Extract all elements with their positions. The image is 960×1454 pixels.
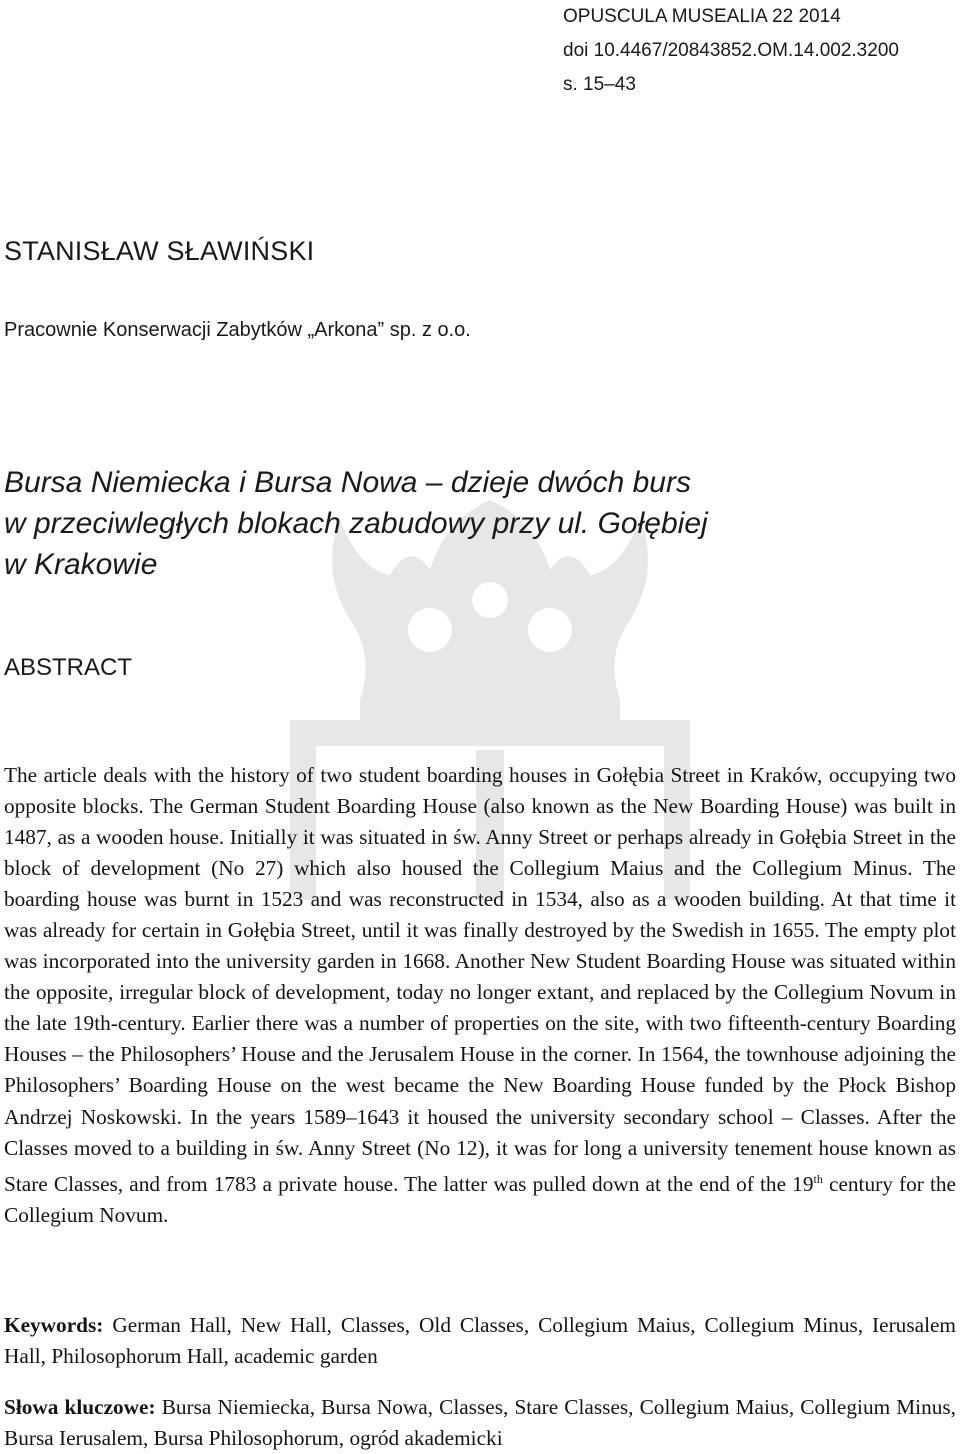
author-name: STANISŁAW SŁAWIŃSKI	[4, 236, 315, 266]
title-line-2: w przeciwległych blokach zabudowy przy ul. Gołębiej	[4, 507, 708, 540]
keywords-label: Keywords:	[4, 1313, 104, 1337]
keywords	[4, 1310, 956, 1372]
superscript-th: th	[813, 1171, 823, 1186]
slowa-kluczowe-label: Słowa kluczowe:	[4, 1395, 156, 1419]
abstract-text-end: century for the Collegium Novum.	[4, 1171, 957, 1227]
journal-title: OPUSCULA MUSEALIA 22 2014	[563, 6, 841, 27]
abstract-text: The article deals with the history of two student boarding houses in Gołębia Street in Kraków, occupying two opposite blocks. The German Student Boarding House (also known as the New Boarding House) was built in 1487, as a wooden house. Initially it was situated in św. Anny Street or perhaps already in Gołębia Street in the block of development (No 27) which also housed the Collegium Maius and the Collegium Minus. The boarding house was burnt in 1523 and was reconstructed in 1534, also as a wooden building. At that time it was already for certain in Gołębia Street, until it was finally destroyed by the Swedish in 1655. The empty plot was incorporated into the university garden in 1668. Another New Student Boarding House was situated within the opposite, irregular block of development, today no longer extant, and replaced by the Collegium Novum in the late 19th-century. Earlier there was a number of properties on the site, with two fifteenth-century Boarding Houses – the Philosophers’ House and the Jerusalem House in the corner. In 1564, the townhouse adjoining the Philosophers’ Boarding House on the west became the New Boarding House funded by the Płock Bishop Andrzej Noskowski. In the years 1589–1643 it housed the university secondary school – Classes. After the Classes moved to a building in św. Anny Street (No 12), it was for long a university tenement house known as Stare Classes, and from 1783 a private house. The latter was pulled down at the end of the 19	[4, 763, 956, 1196]
doi-line: doi 10.4467/20843852.OM.14.002.3200	[563, 40, 899, 61]
abstract-heading: ABSTRACT	[4, 654, 133, 681]
slowa-kluczowe-text: Bursa Niemiecka, Bursa Nowa, Classes, Stare Classes, Collegium Maius, Collegium Minus, Bursa Ierusalem, Bursa Philosophorum, ogród akademicki	[4, 1395, 956, 1450]
author-affiliation: Pracownie Konserwacji Zabytków „Arkona” sp. z o.o.	[4, 319, 471, 341]
keywords-text: German Hall, New Hall, Classes, Old Classes, Collegium Maius, Collegium Minus, Ierusalem Hall, Philosophorum Hall, academic garden	[4, 1313, 956, 1368]
slowa-kluczowe	[4, 1392, 956, 1454]
abstract-paragraph	[4, 760, 956, 1231]
title-line-1: Bursa Niemiecka i Bursa Nowa – dzieje dwóch burs	[4, 466, 691, 499]
page-range: s. 15–43	[563, 74, 636, 95]
abstract-body	[4, 760, 956, 1231]
article-title	[4, 462, 944, 585]
journal-header	[563, 0, 899, 102]
title-line-3: w Krakowie	[4, 548, 158, 581]
